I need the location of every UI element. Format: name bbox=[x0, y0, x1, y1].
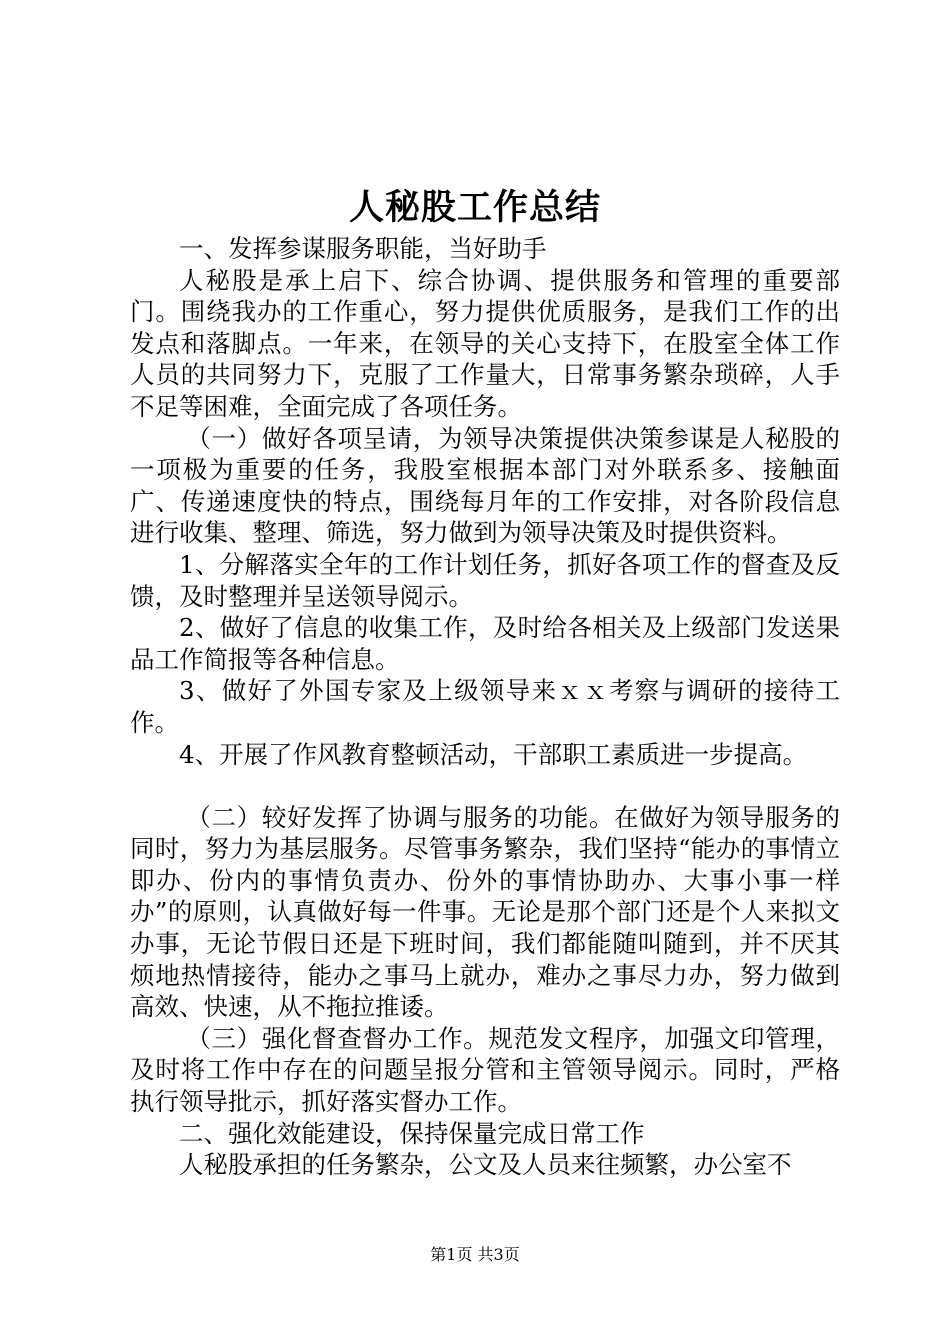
list-item-3: 3、做好了外国专家及上级领导来ｘｘ考察与调研的接待工作。 bbox=[130, 676, 840, 737]
section-heading-1: 一、发挥参谋服务职能，当好助手 bbox=[179, 234, 547, 263]
section-heading-2: 二、强化效能建设，保持保量完成日常工作 bbox=[179, 1118, 645, 1148]
list-item-1: 1、分解落实全年的工作计划任务，抓好各项工作的督查及反馈，及时整理并呈送领导阅示。 bbox=[130, 549, 840, 611]
paragraph: 人秘股承担的任务繁杂，公文及人员来往频繁，办公室不 bbox=[179, 1150, 792, 1180]
subsection-3: （三）强化督查督办工作。规范发文程序，加强文印管理，及时将工作中存在的问题呈报分管和主管领导阅示。同时，严格执行领导批示，抓好落实督办工作。 bbox=[130, 1023, 840, 1117]
document-body bbox=[130, 233, 840, 1181]
document-title: 人秘股工作总结 bbox=[348, 187, 601, 228]
subsection-1: （一）做好各项呈请，为领导决策提供决策参谋是人秘股的一项极为重要的任务，我股室根据本部门对外联系多、接触面广、传递速度快的特点，围绕每月年的工作安排，对各阶段信息进行收集、整理、筛选，努力做到为领导决策及时提供资料。 bbox=[130, 423, 840, 548]
paragraph: 人秘股是承上启下、综合协调、提供服务和管理的重要部门。围绕我办的工作重心，努力提供优质服务，是我们工作的出发点和落脚点。一年来，在领导的关心支持下，在股室全体工作人员的共同努力下，克服了工作量大，日常事务繁杂琐碎，人手不足等困难，全面完成了各项任务。 bbox=[130, 265, 840, 421]
list-item-2: 2、做好了信息的收集工作，及时给各相关及上级部门发送果品工作简报等各种信息。 bbox=[130, 613, 840, 674]
list-item-4: 4、开展了作风教育整顿活动，干部职工素质进一步提高。 bbox=[179, 739, 808, 769]
subsection-2: （二）较好发挥了协调与服务的功能。在做好为领导服务的同时，努力为基层服务。尽管事务繁杂，我们坚持“能办的事情立即办、份内的事情负责办、份外的事情协助办、大事小事一样办”的原则，认真做好每一件事。无论是那个部门还是个人来拟文办事，无论节假日还是下班时间，我们都能随叫随到，并不厌其烦地热情接待，能办之事马上就办，难办之事尽力办，努力做到高效、快速，从不拖拉推诿。 bbox=[130, 802, 840, 1022]
page-footer: 第1页 共3页 bbox=[430, 1245, 520, 1264]
